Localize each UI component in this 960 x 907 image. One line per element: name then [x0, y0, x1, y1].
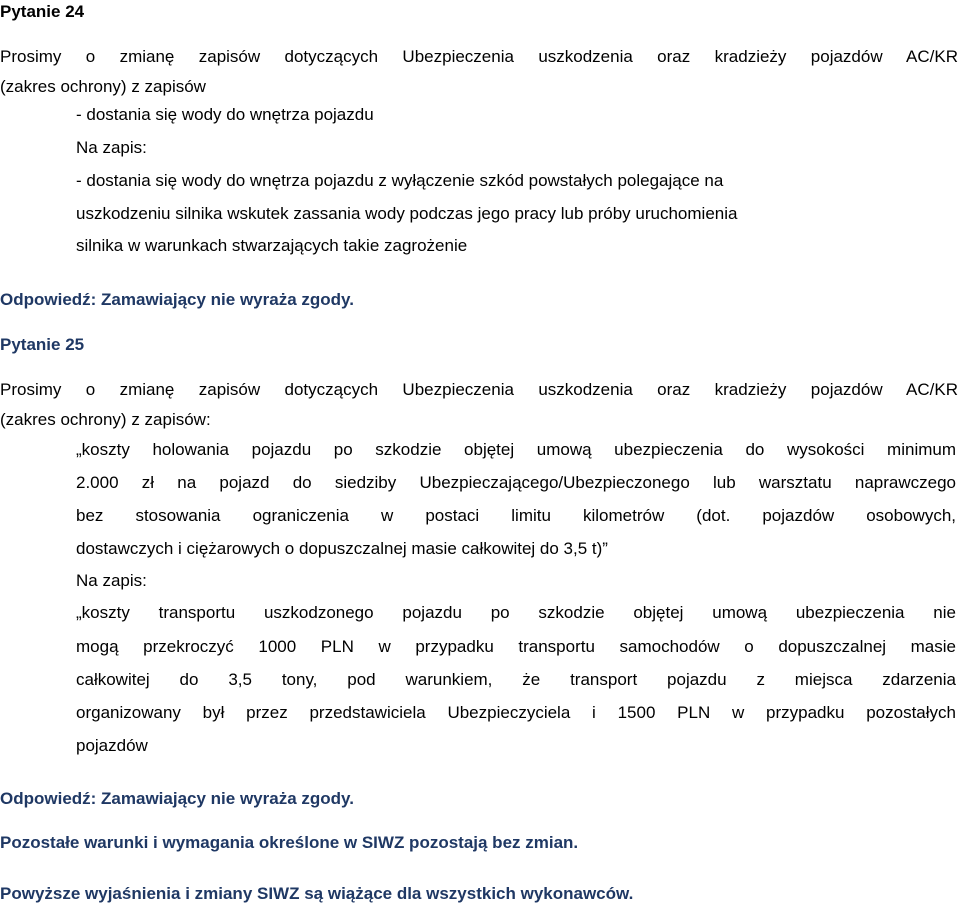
question-25-new-line-5: pojazdów — [76, 736, 148, 755]
question-25-heading: Pytanie 25 — [0, 335, 85, 354]
question-24-new-line-1: - dostania się wody do wnętrza pojazdu z wyłączenie szkód powstałych polegające na — [76, 171, 724, 190]
question-25-request-line-2: (zakres ochrony) z zapisów: — [0, 410, 211, 429]
question-24-request-line-2: (zakres ochrony) z zapisów — [0, 77, 206, 96]
question-25-old-line-2: 2.000 zł na pojazd do siedziby Ubezpieczającego/Ubezpieczonego lub warsztatu naprawczego — [76, 473, 956, 492]
question-24-answer: Odpowiedź: Zamawiający nie wyraża zgody. — [0, 290, 354, 309]
question-24-new-line-2: uszkodzeniu silnika wskutek zassania wody podczas jego pracy lub próby uruchomienia — [76, 204, 738, 223]
question-24-new-line-3: silnika w warunkach stwarzających takie zagrożenie — [76, 236, 468, 255]
question-25-old-line-4: dostawczych i ciężarowych o dopuszczalnej masie całkowitej do 3,5 t)” — [76, 539, 608, 558]
question-25-old-line-3: bez stosowania ograniczenia w postaci limitu kilometrów (dot. pojazdów osobowych, — [76, 506, 956, 525]
question-25-new-line-3: całkowitej do 3,5 tony, pod warunkiem, że transport pojazdu z miejsca zdarzenia — [76, 670, 956, 689]
question-25-answer: Odpowiedź: Zamawiający nie wyraża zgody. — [0, 789, 354, 808]
question-24-na-zapis: Na zapis: — [76, 138, 147, 157]
question-25-new-line-1: „koszty transportu uszkodzonego pojazdu po szkodzie objętej umową ubezpieczenia nie — [76, 603, 956, 622]
question-25-old-line-1: „koszty holowania pojazdu po szkodzie objętej umową ubezpieczenia do wysokości minimum — [76, 440, 956, 459]
question-25-na-zapis: Na zapis: — [76, 571, 147, 590]
question-24-request-line-1: Prosimy o zmianę zapisów dotyczących Ubezpieczenia uszkodzenia oraz kradzieży pojazdów AC/KR — [0, 47, 958, 66]
question-25-new-line-2: mogą przekroczyć 1000 PLN w przypadku transportu samochodów o dopuszczalnej masie — [76, 637, 956, 656]
question-25-request-line-1: Prosimy o zmianę zapisów dotyczących Ubezpieczenia uszkodzenia oraz kradzieży pojazdów AC/KR — [0, 380, 958, 399]
closing-statement-1: Pozostałe warunki i wymagania określone w SIWZ pozostają bez zmian. — [0, 833, 579, 852]
closing-statement-2: Powyższe wyjaśnienia i zmiany SIWZ są wiążące dla wszystkich wykonawców. — [0, 884, 634, 903]
question-25-new-line-4: organizowany był przez przedstawiciela Ubezpieczyciela i 1500 PLN w przypadku pozostałych — [76, 703, 956, 722]
question-24-heading: Pytanie 24 — [0, 2, 85, 21]
question-24-old-text: - dostania się wody do wnętrza pojazdu — [76, 105, 374, 124]
